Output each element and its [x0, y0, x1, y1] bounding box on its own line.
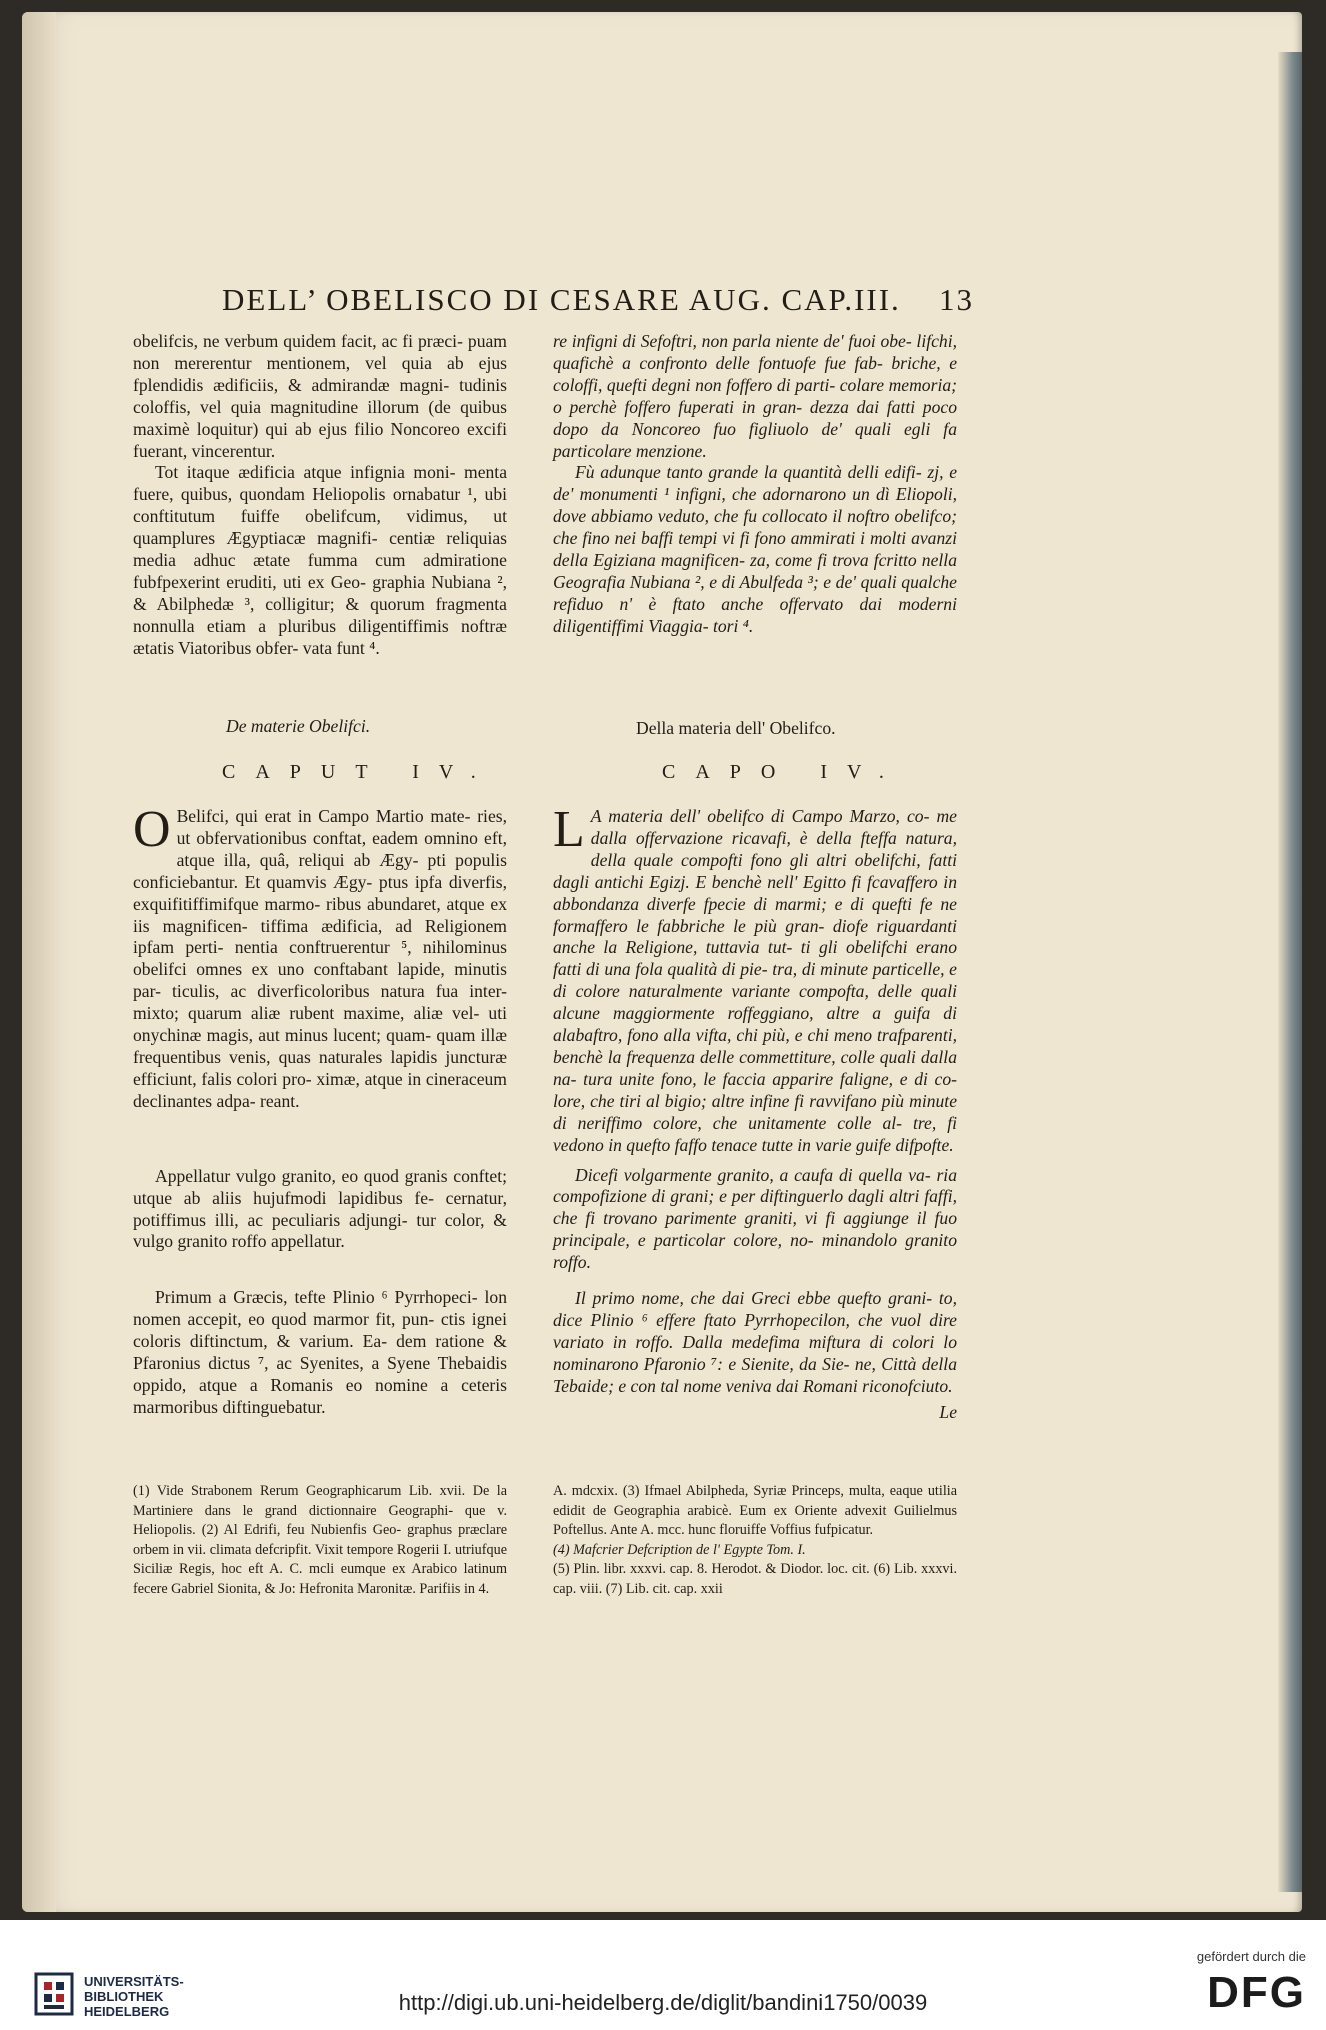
latin-body-text-1: Belifci, qui erat in Campo Martio mate- ries, ut obfervationibus conftat, eadem omnino eft, atque illa, quâ, reliqui ab Ægy- pti populis conficiebantur. Et quamvis Ægy- ptus ipfa diverfis, exquifitiffimifque marmo- ribus abundaret, atque ex iis magnificen- tiffima ædificia, ad Religionem ipfam perti- nentia conftruerentur ⁵, nihilominus obelifci omnes ex uno conftabant lapide, minutis par- ticulis, ac diverficoloribus natura fua inter- mixto; quarum aliæ rubent maxime, aliæ vel- uti onychinæ magis, aut minus lucent; quam- quam illæ frequentibus venis, quas naturales lapidis juncturæ efficiunt, falis colori pro- ximæ, atque in cineraceum declinantes adpa- reant. — [133, 806, 507, 1111]
running-head-title: DELL’ OBELISCO DI CESARE AUG. CAP.III. — [222, 282, 901, 317]
running-head — [222, 282, 974, 322]
italian-body-paragraph-1 — [553, 801, 957, 1157]
italian-column-top — [553, 331, 957, 638]
latin-column-body — [133, 801, 507, 1419]
italian-paragraph-1: re infigni di Sefoftri, non parla niente de' fuoi obe- lifchi, quafichè a confronto delle fontuofe fue fab- briche, e coloffi, quefti degni non foffero di parti- colare memoria; o perchè foffero fuperati in gran- dezza dai fatti poco dopo da Noncoreo fuo figliuolo de' quali egli fa particolare menzione. — [553, 331, 957, 461]
latin-body-paragraph-2: Appellatur vulgo granito, eo quod granis conftet; utque ab aliis hujufmodi lapidibus fe- cernatur, potiffimus illi, ac peculiaris adjungi- tur color, & vulgo granito roffo appellatur. — [133, 1165, 507, 1252]
latin-paragraph-1: obelifcis, ne verbum quidem facit, ac fi præci- puam non mererentur mentionem, vel quia ab ejus fplendidis ædificiis, & admirandæ magni- tudinis coloffis, vel quia magnitudine illorum (de quibus maximè loquitur) qui ab ejus filio Noncoreo excifi fuerant, vincerentur. — [133, 331, 507, 461]
italian-body-text-1: A materia dell' obelifco di Campo Marzo, co- me dalla offervazione ricavafi, è della fteffa natura, della quale compofti fono gli altri obelifchi, fatti dagli antichi Egizj. E benchè nell' Egitto fi fcavaffero in abbondanza diverfe fpecie di marmi; e di quefti fe ne formaffero le fabbriche le più gran- diofe riguardanti anche la Religione, tuttavia tut- ti gli obelifchi erano fatti di una fola qualità di pie- tra, di minute particelle, e di colore naturalmente variante compofta, delle quali alcune maggiormente roffeggiano, altre a guifa di alabaftro, fono alla vifta, chi più, e chi meno trafparenti, benchè la frequenza delle commettiture, colle quali dalla na- tura unite fono, le faccia apparire faligne, e di co- lore, che tiri al bigio; altre infine fi ravvifano più minute di neriffimo colore, che unitamente colle al- tre, fi vedono in quefto faffo tenace tutte in varie guife difpofte. — [553, 806, 957, 1155]
page-edge — [1278, 52, 1302, 1892]
italian-column-body — [553, 801, 957, 1423]
latin-body-paragraph-1 — [133, 801, 507, 1113]
footnotes-left: (1) Vide Strabonem Rerum Geographicarum Lib. xvii. De la Martiniere dans le grand dictionnaire Geographi- que v. Heliopolis. (2) Al Edrifi, feu Nubienfis Geo- graphus præclare orbem in vii. climata defcripfit. Vixit tempore Rogerii I. utriufque Siciliæ Regis, hoc eft A. C. mcli eumque ex Arabico latinum fecere Gabriel Sionita, & Jo: Hefronita Maronitæ. Parifiis in 4. — [133, 1483, 507, 1597]
sponsor-label: gefördert durch die — [1196, 1949, 1306, 1964]
library-name-line-3: HEIDELBERG — [84, 2004, 170, 2019]
latin-drop-cap: O — [133, 801, 171, 858]
italian-chapter-heading: CAPO IV. — [662, 761, 904, 783]
latin-paragraph-2: Tot itaque ædificia atque infignia moni- menta fuere, quibus, quondam Heliopolis ornabatur ¹, ubi conftitutum fuiffe obelifcum, vidimus, ut quamplures Ægyptiacæ magnifi- centiæ reliquias media adhuc ætate fumma cum admiratione fubfpexerint eruditi, uti ex Geo- graphia Nubiana ², & Abilphedæ ³, colligitur; & quorum fragmenta nonnulla etiam a pluribus diligentiffimis noftræ ætatis Viatoribus obfer- vata funt ⁴. — [133, 462, 507, 658]
italian-body-paragraph-2: Dicefi volgarmente granito, a caufa di quella va- ria compofizione di grani; e per diftinguerlo dagli altri faffi, che fi trovano parimente graniti, vi fi aggiunge il fuo principale, e particolar colore, no- minandolo granito roffo. — [553, 1164, 957, 1273]
latin-chapter-heading: CAPUT IV. — [222, 761, 496, 783]
latin-body-paragraph-3: Primum a Græcis, tefte Plinio ⁶ Pyrrhopeci- lon nomen accepit, eo quod marmor fit, pun- ctis ignei coloris diftinctum, & varium. Ea- dem ratione & Pfaronius dictus ⁷, ac Syenites, a Syene Thebaidis oppido, atque a Romanis eo nomine a ceteris marmoribus diftinguebatur. — [133, 1287, 507, 1417]
footnote-right-1: A. mdcxix. (3) Ifmael Abilpheda, Syriæ Princeps, multa, eaque utilia edidit de Geographia arabicè. Eum ex Oriente advexit Guilielmus Poftellus. Ante A. mcc. hunc floruiffe Voffius fufpicatur. — [553, 1483, 957, 1539]
catchword: Le — [939, 1401, 957, 1422]
permalink-url[interactable]: http://digi.ub.uni-heidelberg.de/diglit/bandini1750/0039 — [398, 1990, 928, 2015]
italian-subtitle: Della materia dell' Obelifco. — [636, 718, 836, 738]
latin-column-top — [133, 331, 507, 660]
page-gutter — [22, 12, 56, 1912]
footnote-right-3: (5) Plin. libr. xxxvi. cap. 8. Herodot. & Diodor. loc. cit. (6) Lib. xxxvi. cap. viii. (7) Lib. cit. cap. xxii — [553, 1561, 957, 1597]
italian-body-paragraph-3: Il primo nome, che dai Greci ebbe quefto grani- to, dice Plinio ⁶ effere ftato Pyrrhopecilon, che vuol dire variato in roffo. Dalla medefima miftura di colori lo nominarono Pfaronio ⁷: e Sienite, da Sie- ne, Città della Tebaide; e con tal nome veniva dai Romani riconofciuto. — [553, 1288, 957, 1396]
page-number: 13 — [939, 282, 974, 317]
dfg-logo[interactable]: DFG — [1207, 1968, 1306, 2017]
italian-drop-cap: L — [553, 801, 585, 858]
footnotes-right — [553, 1482, 957, 1600]
footnote-right-2: (4) Mafcrier Defcription de l' Egypte Tom. I. — [553, 1541, 806, 1558]
italian-paragraph-2: Fù adunque tanto grande la quantità delli edifi- zj, e de' monumenti ¹ infigni, che adornarono un dì Eliopoli, dove abbiamo veduto, che fu collocato il noftro obelifco; che fino nei baffi tempi vi fi fono ammirati i molti avanzi della Egiziana magnificen- za, come fi trova fcritto nella Geografia Nubiana ², e di Abulfeda ³; e de' quali qualche refiduo n' è ftato anche offervato dai moderni diligentiffimi Viaggia- tori ⁴. — [553, 462, 957, 636]
latin-subtitle: De materie Obelifci. — [226, 716, 371, 736]
library-name-line-1: UNIVERSITÄTS- — [84, 1974, 184, 1989]
library-name-line-2: BIBLIOTHEK — [84, 1989, 164, 2004]
